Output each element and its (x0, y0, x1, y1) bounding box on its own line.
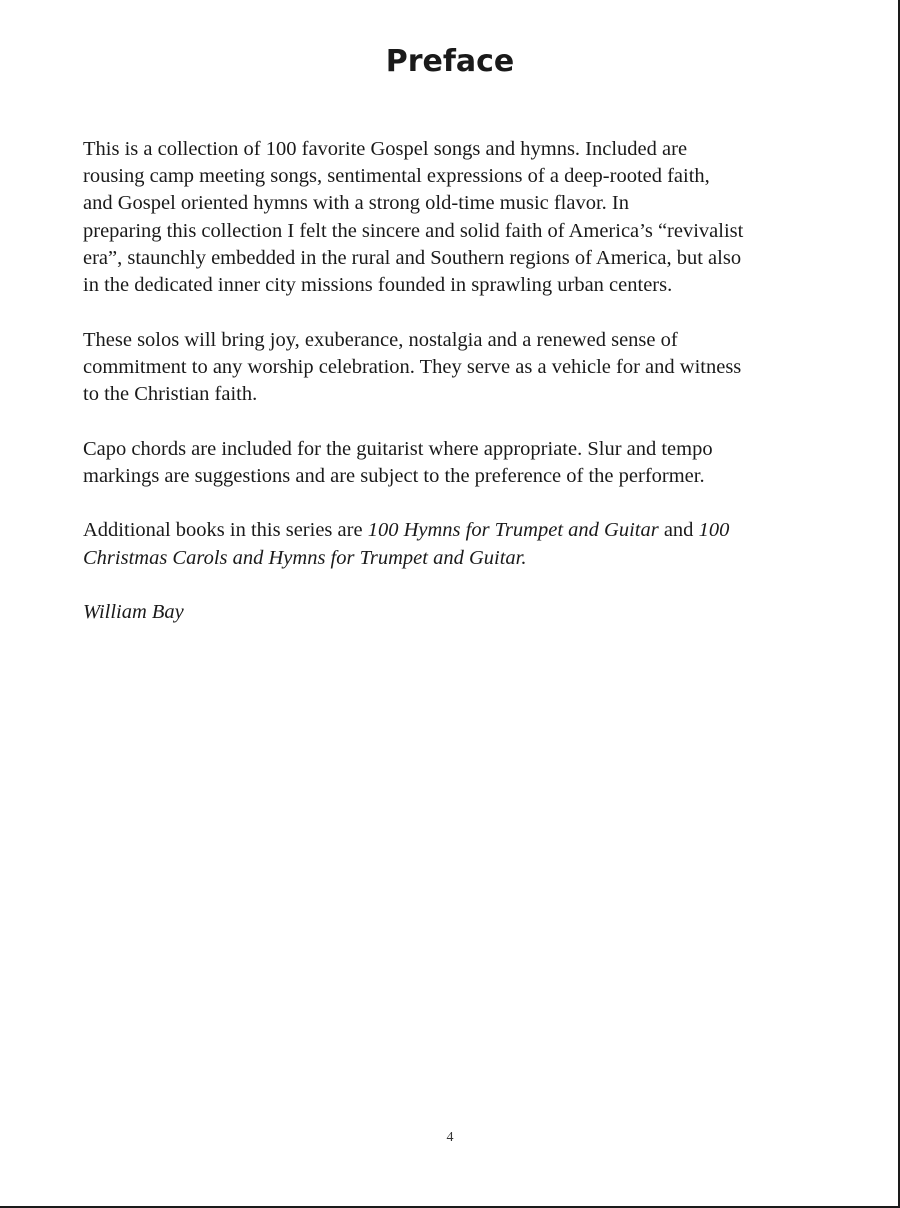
author-signature: William Bay (83, 601, 184, 624)
book-title: 100 Hymns for Trumpet and Guitar (367, 519, 659, 542)
paragraph-capo-chords (83, 436, 818, 490)
text-line: commitment to any worship celebration. They serve as a vehicle for and witness (83, 355, 742, 378)
text-line: to the Christian faith. (83, 383, 258, 406)
text-line: preparing this collection I felt the sincere and solid faith of America’s “revivalist (83, 219, 744, 242)
page-number: 4 (446, 1130, 454, 1145)
text-line: These solos will bring joy, exuberance, nostalgia and a renewed sense of (83, 328, 678, 351)
text-fragment: and (658, 519, 699, 542)
text-line: rousing camp meeting songs, sentimental expressions of a deep-rooted faith, (83, 165, 710, 188)
text-line: and Gospel oriented hymns with a strong old-time music flavor. In (83, 192, 630, 215)
text-fragment: . (521, 546, 527, 569)
text-line: markings are suggestions and are subject to the preference of the performer. (83, 464, 705, 487)
paragraph-worship (83, 327, 818, 409)
text-line: This is a collection of 100 favorite Gospel songs and hymns. Included are (83, 138, 688, 160)
text-line (83, 545, 818, 572)
text-line: Capo chords are included for the guitarist where appropriate. Slur and tempo (83, 437, 713, 460)
text-line: era”, staunchly embedded in the rural and Southern regions of America, but also (83, 246, 742, 269)
page-title: Preface (385, 44, 515, 79)
text-fragment: Additional books in this series are (83, 519, 368, 542)
paragraph-collection-intro (83, 136, 818, 299)
book-title-part: 100 (698, 519, 730, 542)
preface-body (83, 136, 818, 654)
book-title-part: Christmas Carols and Hymns for Trumpet and Guitar (83, 546, 522, 569)
paragraph-additional-books (83, 517, 818, 571)
text-line (83, 517, 818, 544)
text-line: in the dedicated inner city missions founded in sprawling urban centers. (83, 274, 673, 297)
